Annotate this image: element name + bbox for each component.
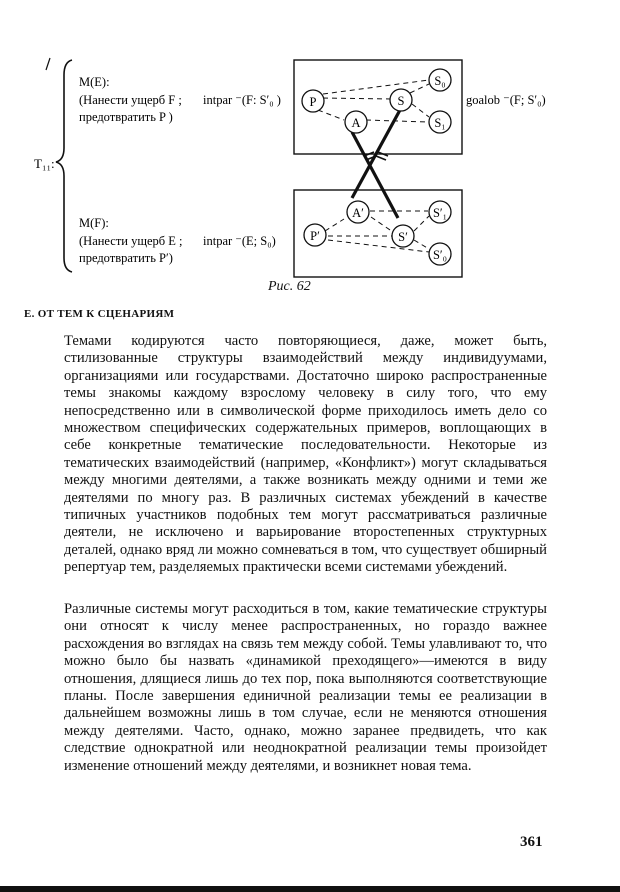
- node-a-label: A: [351, 116, 361, 130]
- top-intpar: intpar ⁻(F: S′₀ ): [203, 93, 281, 107]
- top-block-line2: предотвратить P ): [79, 110, 173, 124]
- bottom-intpar: intpar ⁻(E; S₀): [203, 234, 276, 248]
- figure-62: [0, 0, 620, 300]
- figure-caption: Рис. 62: [268, 279, 311, 294]
- paragraph-2: [64, 601, 547, 775]
- bracket-label: T₁₁:: [34, 156, 55, 171]
- node-s1-label: S₁: [434, 116, 446, 130]
- top-block-line1: (Нанести ущерб F ;: [79, 93, 182, 107]
- ink-mark: [46, 58, 50, 70]
- paragraph-1: [64, 333, 547, 577]
- node-a-prime-label: A′: [352, 206, 364, 220]
- bottom-block-line2: предотвратить P′): [79, 251, 173, 265]
- bottom-block-title: M(F):: [79, 216, 109, 230]
- goalob-label: goalob ⁻(F; S′₀): [466, 93, 546, 107]
- node-p-prime-label: P′: [310, 229, 320, 243]
- node-s0-label: S₀: [434, 74, 446, 88]
- top-block-title: M(E):: [79, 75, 110, 89]
- diagram: [0, 0, 620, 300]
- bottom-edge: [0, 886, 620, 892]
- paragraph-1-text: Темами кодируются часто повторяющиеся, даже, может быть, стилизованные структуры взаимодействий между индивидуумами, организациями или государствами. Достаточно широко распространенные темы знакомы каждому взрослому человеку в силу того, что ему непосредственно или в символической форме приходилось иметь дело со множеством специфических содержательных примеров, воплощающих в себе конкретные тематические последовательности. Некоторые из тематических взаимодействий (например, «Конфликт») могут складываться между многими деятелями, а также возникать между одними и теми же деятелями по многу раз. В различных системах убеждений в качестве типичных участников подобных тем могут рассматриваться различные деятели, не исключено и варьирование второстепенных структурных деталей, однако вряд ли можно сомневаться в том, что существует обширный репертуар тем, разделяемых практически всеми системами убеждений.: [64, 333, 547, 576]
- section-heading: Е. ОТ ТЕМ К СЦЕНАРИЯМ: [24, 308, 175, 320]
- node-s1-prime-label: S′₁: [432, 206, 448, 220]
- node-s0-prime-label: S′₀: [432, 248, 448, 262]
- node-s-prime-label: S′: [398, 230, 408, 244]
- bottom-block-line1: (Нанести ущерб E ;: [79, 234, 183, 248]
- node-p-label: P: [309, 95, 317, 109]
- left-brace: [56, 60, 72, 272]
- node-s-label: S: [397, 94, 405, 108]
- page-number: 361: [520, 834, 543, 850]
- paragraph-2-text: Различные системы могут расходиться в том, какие тематические структуры они относят к числу менее распространенных, но гораздо важнее расхождения во взглядах на связь тем между собой. Темы улавливают то, что можно было бы назвать «динамикой преходящего»—имеются в виду отношения, длящиеся лишь до тех пор, пока выполняются соответствующие планы. После завершения единичной реализации темы ее реализации в дальнейшем возможны лишь в том случае, если не меняются отношения между деятелями. Часто, однако, можно заранее предвидеть, что как следствие однократной или неоднократной реализации темы произойдет изменение отношений между деятелями, и возникнет новая тема.: [64, 601, 547, 774]
